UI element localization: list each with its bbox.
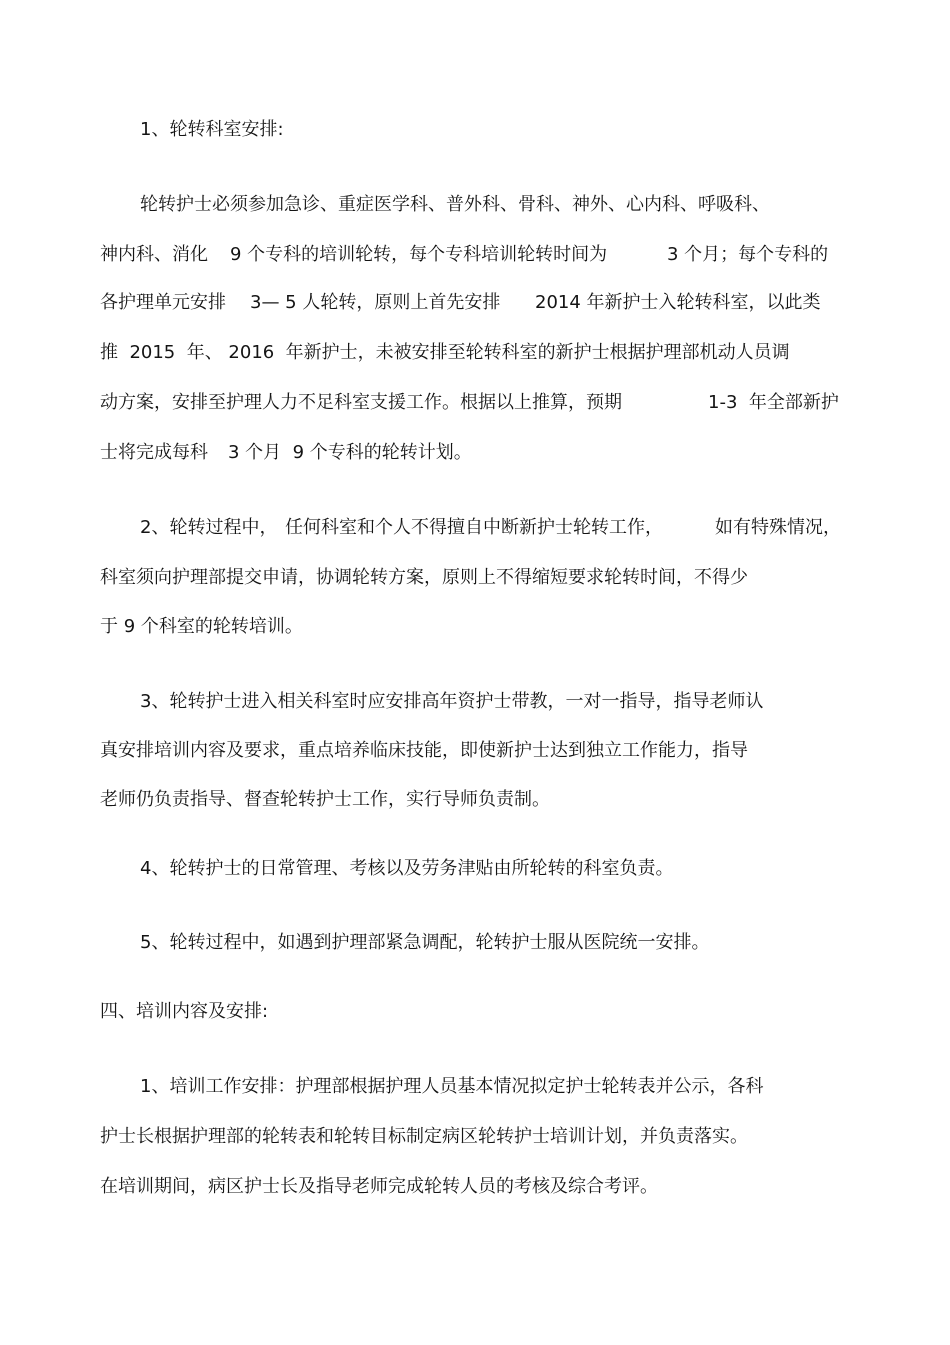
text-line <box>0 1072 950 1102</box>
text-segment: 各护理单元安排 <box>100 292 226 313</box>
text-segment: 3 个月 9 个专科的轮转计划。 <box>228 442 472 463</box>
text-line <box>0 854 950 884</box>
text-segment: 任何科室和个人不得擅自中断新护士轮转工作， <box>285 517 663 538</box>
text-line <box>0 997 950 1027</box>
text-segment: 推 2015 年、 2016 年新护士，未被安排至轮转科室的新护士根据护理部机动人员调 <box>100 342 790 363</box>
text-line <box>0 513 950 543</box>
text-line <box>0 563 950 593</box>
text-segment: 1-3 年全部新护 <box>708 392 839 413</box>
text-line <box>0 1172 950 1202</box>
text-segment: 4、轮转护士的日常管理、考核以及劳务津贴由所轮转的科室负责。 <box>140 858 674 879</box>
text-line <box>0 736 950 766</box>
text-segment: 1、培训工作安排：护理部根据护理人员基本情况拟定护士轮转表并公示，各科 <box>140 1076 764 1097</box>
text-segment: 四、培训内容及安排: <box>100 1001 269 1022</box>
text-segment: 真安排培训内容及要求，重点培养临床技能，即使新护士达到独立工作能力，指导 <box>100 740 748 761</box>
text-segment: 动方案，安排至护理人力不足科室支援工作。根据以上推算，预期 <box>100 392 622 413</box>
text-line <box>0 928 950 958</box>
text-segment: 3 个月；每个专科的 <box>667 244 829 265</box>
text-segment: 护士长根据护理部的轮转表和轮转目标制定病区轮转护士培训计划，并负责落实。 <box>100 1126 748 1147</box>
text-line <box>0 115 950 145</box>
text-segment: 如有特殊情况， <box>715 517 841 538</box>
text-segment: 1、轮转科室安排: <box>140 119 284 140</box>
text-segment: 在培训期间，病区护士长及指导老师完成轮转人员的考核及综合考评。 <box>100 1176 658 1197</box>
text-segment: 2014 年新护士入轮转科室，以此类 <box>535 292 821 313</box>
text-line <box>0 338 950 368</box>
text-segment: 神内科、消化 <box>100 244 208 265</box>
text-line <box>0 438 950 468</box>
text-line <box>0 1122 950 1152</box>
text-segment: 老师仍负责指导、督查轮转护士工作，实行导师负责制。 <box>100 789 550 810</box>
text-segment: 3、轮转护士进入相关科室时应安排高年资护士带教，一对一指导，指导老师认 <box>140 691 764 712</box>
text-segment: 轮转护士必须参加急诊、重症医学科、普外科、骨科、神外、心内科、呼吸科、 <box>140 194 770 215</box>
text-line <box>0 288 950 318</box>
text-segment: 士将完成每科 <box>100 442 208 463</box>
text-segment: 5、轮转过程中，如遇到护理部紧急调配，轮转护士服从医院统一安排。 <box>140 932 710 953</box>
text-line <box>0 190 950 220</box>
text-line <box>0 687 950 717</box>
text-segment: 9 个专科的培训轮转，每个专科培训轮转时间为 <box>230 244 608 265</box>
text-line <box>0 240 950 270</box>
text-segment: 3— 5 人轮转，原则上首先安排 <box>250 292 501 313</box>
text-segment: 于 9 个科室的轮转培训。 <box>100 616 303 637</box>
text-line <box>0 388 950 418</box>
text-segment: 2、轮转过程中， <box>140 517 278 538</box>
text-line <box>0 612 950 642</box>
text-line <box>0 785 950 815</box>
text-segment: 科室须向护理部提交申请，协调轮转方案，原则上不得缩短要求轮转时间，不得少 <box>100 567 748 588</box>
